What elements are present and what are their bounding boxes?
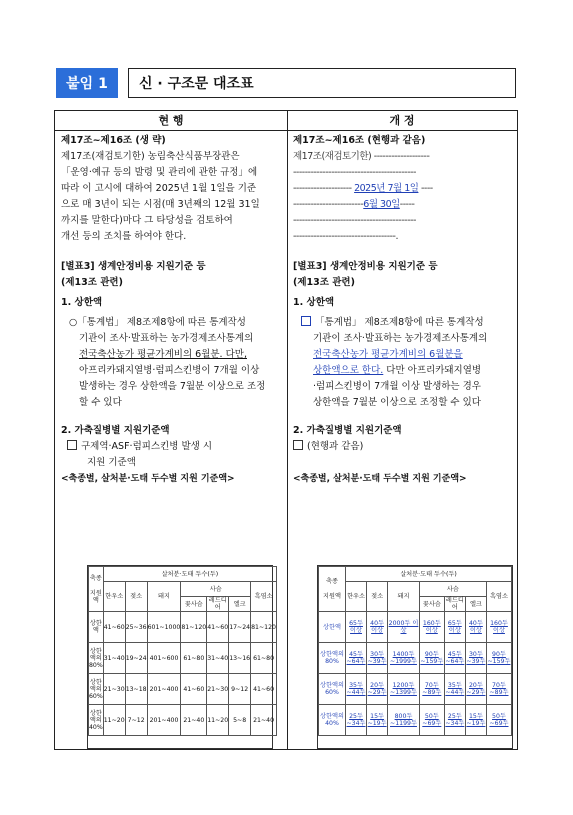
table-cell: 25두~34두 [444, 705, 465, 736]
table-cell: 41~60 [181, 674, 207, 705]
section-heading: 1. 상한액 [293, 297, 335, 308]
header-cell: 축종 [89, 574, 102, 582]
table-row [89, 705, 277, 736]
table-cell: 90두~159두 [486, 643, 511, 674]
table-cell: 70두~89두 [419, 674, 444, 705]
table-cell: 15두~19두 [465, 705, 486, 736]
table-cell: 15두~19두 [367, 705, 388, 736]
table-cell: 65두 이상 [444, 612, 465, 643]
dash-line: -------------------- 2025년 7월 1일 ---- [293, 183, 433, 194]
table-cell: 401~600 [147, 643, 181, 674]
article-title: 제17조~제16조 (생 략) [61, 135, 166, 146]
table-cell: 40두 이상 [465, 612, 486, 643]
row-label: 상한액의 80% [319, 643, 346, 674]
table-corner [89, 567, 104, 612]
bullet-line: 다만 아프리카돼지열병 [383, 365, 482, 376]
annex-title: [별표3] 생계안정비용 지원기준 등 [293, 261, 438, 272]
table-cell: 35두~44두 [444, 674, 465, 705]
table-row [319, 643, 512, 674]
table-cell: 21~40 [181, 705, 207, 736]
table-cell: 7~12 [125, 705, 147, 736]
section-heading: 1. 상한액 [61, 297, 103, 308]
table-cell: 61~80 [181, 643, 207, 674]
bullet-line: (현행과 같음) [307, 441, 364, 452]
row-label: 상한액의 80% [89, 643, 104, 674]
table-cell: 601~1000 [147, 612, 181, 643]
table-cell: 201~400 [147, 674, 181, 705]
header-cell: 살처분·도태 두수(두) [346, 567, 512, 582]
article-line: 따라 이 고시에 대하여 2025년 1월 1일을 기준 [61, 183, 257, 194]
annex-subtitle: (제13조 관련) [61, 277, 123, 288]
table-cell: 70두~89두 [486, 674, 511, 705]
header-cell: 사슴 [419, 582, 486, 597]
revised-column [293, 133, 515, 487]
article-line: 제17조(재검토기한) 농림축산식품부장관은 [61, 151, 240, 162]
row-label: 상한액 [319, 612, 346, 643]
table-cell: 30두~39두 [465, 643, 486, 674]
annex-title: [별표3] 생계안정비용 지원기준 등 [61, 261, 206, 272]
table-cell: 25~36 [125, 612, 147, 643]
table-cell: 201~400 [147, 705, 181, 736]
header-cell: 돼지 [388, 582, 420, 612]
table-cell: 31~40 [103, 643, 125, 674]
table-row [319, 674, 512, 705]
table-cell: 11~20 [103, 705, 125, 736]
page-title: 신 · 구조문 대조표 [128, 68, 516, 98]
table-cell: 1400두~1999두 [388, 643, 420, 674]
column-divider [287, 111, 288, 749]
bullet-line: 구제역·ASF·럼피스킨병 발생 시 [81, 441, 213, 452]
table-row [89, 612, 277, 643]
bullet-line: 상한액을 7월분 이상으로 조정할 수 있다 [313, 397, 481, 408]
header-cell: 돼지 [147, 582, 181, 612]
row-label: 상한액의 60% [89, 674, 104, 705]
table-cell: 40두 이상 [367, 612, 388, 643]
header-cell: 흑염소 [251, 582, 277, 612]
table-cell: 81~120 [251, 612, 277, 643]
support-table-revised [317, 565, 513, 749]
dash-line: ------------------------------------------ [293, 167, 416, 178]
table-cell: 21~30 [103, 674, 125, 705]
table-cell: 21~30 [207, 674, 229, 705]
bullet-line: 아프리카돼지열병·럼피스킨병이 7개월 이상 [79, 365, 260, 376]
table-cell: 5~8 [229, 705, 251, 736]
support-table-current [87, 565, 276, 749]
table-cell: 50두~69두 [419, 705, 444, 736]
header-cell: 한우소 [346, 582, 367, 612]
table-cell: 19~24 [125, 643, 147, 674]
current-column [61, 133, 283, 487]
dash-line: ------------------------6월 30일----- [293, 199, 415, 210]
article-line: 제17조(재검토기한) ------------------- [293, 151, 430, 162]
revised-date: 6월 30일 [363, 199, 400, 210]
table-cell: 41~60 [103, 612, 125, 643]
table-cell: 30두~39두 [367, 643, 388, 674]
checkbox-icon [67, 440, 77, 450]
header-cell: 젖소 [125, 582, 147, 612]
table-row [89, 674, 277, 705]
section-heading: 2. 가축질병별 지원기준액 [293, 425, 402, 436]
bullet-line: 기관이 조사·발표하는 농가경제조사통계의 [313, 333, 488, 344]
bullet-line-revised: 전국축산농가 평균가계비의 6월분을 [313, 349, 463, 360]
dash-line: -----------------------------------. [293, 231, 398, 242]
header-cell: 사슴 [181, 582, 251, 597]
checkbox-icon [293, 440, 303, 450]
header-cell: 지원액 [89, 589, 102, 604]
header-cell: 축종 [326, 578, 338, 585]
annex-subtitle: (제13조 관련) [293, 277, 355, 288]
bullet-line: ○「통계법」 제8조제8항에 따른 통계작성 [69, 317, 246, 328]
bullet-line: 「통계법」 제8조제8항에 따른 통계작성 [315, 317, 484, 328]
table-cell: 11~20 [207, 705, 229, 736]
header-cell: 살처분·도태 두수(두) [103, 567, 276, 582]
comparison-table [54, 110, 518, 750]
article-line: 까지를 말한다)마다 그 타당성을 검토하여 [61, 215, 233, 226]
table-cell: 800두~1199두 [388, 705, 420, 736]
table-row [89, 643, 277, 674]
revised-date: 2025년 7월 1일 [354, 183, 419, 194]
table-cell: 13~16 [229, 643, 251, 674]
table-cell: 25두~34두 [346, 705, 367, 736]
row-label: 상한액의 40% [89, 705, 104, 736]
bullet-line: 발생하는 경우 상한액을 7월분 이상으로 조정 [79, 381, 266, 392]
column-header-current: 현 행 [55, 111, 287, 131]
table-cell: 9~12 [229, 674, 251, 705]
header-cell: 꽃사슴 [181, 597, 207, 612]
article-line: 으로 매 3년이 되는 시점(매 3년째의 12월 31일 [61, 199, 260, 210]
header-cell: 한우소 [103, 582, 125, 612]
bullet-line: ·럼피스킨병이 7개월 이상 발생하는 경우 [313, 381, 481, 392]
header-cell: 엘크 [465, 597, 486, 612]
table-row [319, 612, 512, 643]
table-cell: 41~60 [251, 674, 277, 705]
table-corner [319, 567, 346, 612]
table-cell: 81~120 [181, 612, 207, 643]
bullet-line: 지원 기준액 [87, 457, 136, 468]
table-caption: <축종별, 살처분·도태 두수별 지원 기준액> [61, 474, 235, 484]
section-heading: 2. 가축질병별 지원기준액 [61, 425, 170, 436]
article-title: 제17조~제16조 (현행과 같음) [293, 135, 426, 146]
table-cell: 2000두 이상 [388, 612, 420, 643]
table-cell: 20두~29두 [367, 674, 388, 705]
table-cell: 20두~29두 [465, 674, 486, 705]
bullet-line: 전국축산농가 평균가계비의 6월분. 다만, [79, 349, 247, 360]
table-caption: <축종별, 살처분·도태 두수별 지원 기준액> [293, 474, 467, 484]
table-cell: 45두~64두 [346, 643, 367, 674]
row-label: 상한액의 40% [319, 705, 346, 736]
header-cell: 젖소 [367, 582, 388, 612]
table-cell: 35두~44두 [346, 674, 367, 705]
table-cell: 160두 이상 [486, 612, 511, 643]
checkbox-icon [301, 316, 311, 326]
table-cell: 31~40 [207, 643, 229, 674]
bullet-line: 기관이 조사·발표하는 농가경제조사통계의 [79, 333, 254, 344]
article-line: 개선 등의 조치를 하여야 한다. [61, 231, 187, 242]
bullet-line-revised: 상한액으로 한다. [313, 365, 384, 376]
table-cell: 13~18 [125, 674, 147, 705]
table-cell: 17~24 [229, 612, 251, 643]
table-cell: 50두~69두 [486, 705, 511, 736]
table-row [319, 705, 512, 736]
header-cell: 엘크 [229, 597, 251, 612]
article-line: 「운영·예규 등의 발령 및 관리에 관한 규정」에 [61, 167, 258, 178]
header-cell: 꽃사슴 [419, 597, 444, 612]
table-cell: 160두 이상 [419, 612, 444, 643]
table-cell: 21~40 [251, 705, 277, 736]
column-header-revised: 개 정 [287, 111, 517, 131]
header-cell: 레드디어 [208, 597, 227, 611]
dash-line: ------------------------------------------ [293, 215, 416, 226]
bullet-line: 할 수 있다 [79, 397, 122, 408]
table-cell: 41~60 [207, 612, 229, 643]
table-cell: 90두~159두 [419, 643, 444, 674]
row-label: 상한액의 60% [319, 674, 346, 705]
table-cell: 45두~64두 [444, 643, 465, 674]
header-cell: 레드디어 [445, 597, 464, 611]
row-label: 상한액 [89, 612, 104, 643]
table-cell: 1200두~1399두 [388, 674, 420, 705]
attachment-badge: 붙임 1 [56, 68, 118, 98]
header-cell: 지원액 [323, 593, 341, 600]
table-cell: 61~80 [251, 643, 277, 674]
header-cell: 흑염소 [486, 582, 511, 612]
table-cell: 65두 이상 [346, 612, 367, 643]
